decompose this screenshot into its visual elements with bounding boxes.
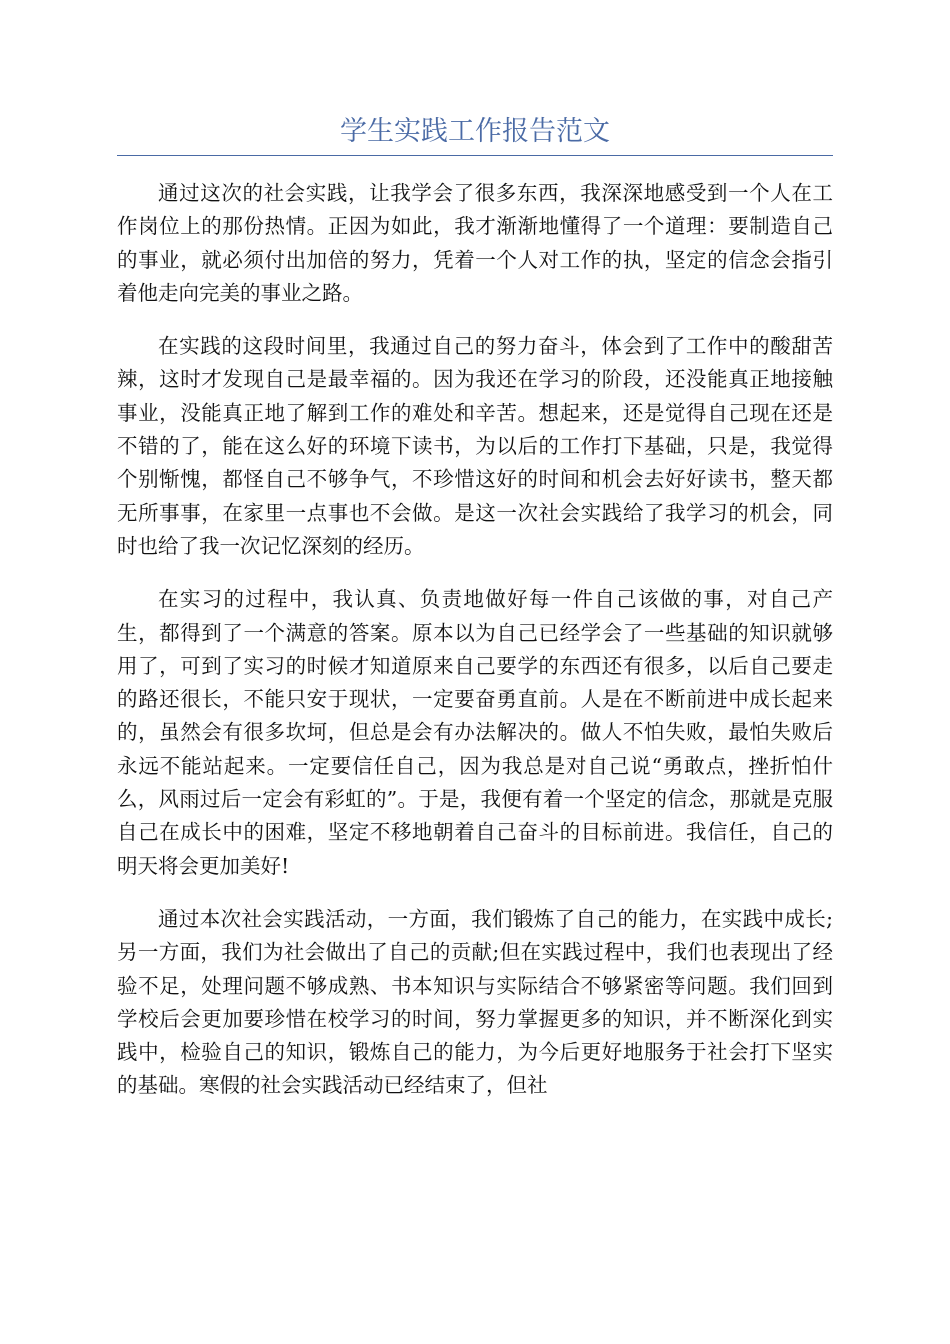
paragraph-2: 在实践的这段时间里，我通过自己的努力奋斗，体会到了工作中的酸甜苦辣，这时才发现自己是最幸福的。因为我还在学习的阶段，还没能真正地接触事业，没能真正地了解到工作的难处和辛苦。想起来，还是觉得自己现在还是不错的了，能在这么好的环境下读书，为以后的工作打下基础，只是，我觉得个别惭愧，都怪自己不够争气，不珍惜这好的时间和机会去好好读书，整天都无所事事，在家里一点事也不会做。是这一次社会实践给了我学习的机会，同时也给了我一次记忆深刻的经历。	[117, 334, 833, 558]
paragraph-1: 通过这次的社会实践，让我学会了很多东西，我深深地感受到一个人在工作岗位上的那份热情。正因为如此，我才渐渐地懂得了一个道理：要制造自己的事业，就必须付出加倍的努力，凭着一个人对工作的执，坚定的信念会指引着他走向完美的事业之路。	[117, 181, 833, 305]
document-title: 学生实践工作报告范文	[340, 116, 610, 147]
document-body	[117, 177, 833, 1123]
title-underline	[117, 155, 833, 156]
paragraph-4: 通过本次社会实践活动，一方面，我们锻炼了自己的能力，在实践中成长;另一方面，我们为社会做出了自己的贡献;但在实践过程中，我们也表现出了经验不足，处理问题不够成熟、书本知识与实际结合不够紧密等问题。我们回到学校后会更加要珍惜在校学习的时间，努力掌握更多的知识，并不断深化到实践中，检验自己的知识，锻炼自己的能力，为今后更好地服务于社会打下坚实的基础。寒假的社会实践活动已经结束了，但社	[117, 906, 833, 1098]
paragraph-3: 在实习的过程中，我认真、负责地做好每一件自己该做的事，对自己产生，都得到了一个满意的答案。原本以为自己已经学会了一些基础的知识就够用了，可到了实习的时候才知道原来自己要学的东西还有很多，以后自己要走的路还很长，不能只安于现状，一定要奋勇直前。人是在不断前进中成长起来的，虽然会有很多坎坷，但总是会有办法解决的。做人不怕失败，最怕失败后永远不能站起来。一定要信任自己，因为我总是对自己说“勇敢点，挫折怕什么，风雨过后一定会有彩虹的”。于是，我便有着一个坚定的信念，那就是克服自己在成长中的困难，坚定不移地朝着自己奋斗的目标前进。我信任，自己的明天将会更加美好!	[117, 587, 833, 878]
